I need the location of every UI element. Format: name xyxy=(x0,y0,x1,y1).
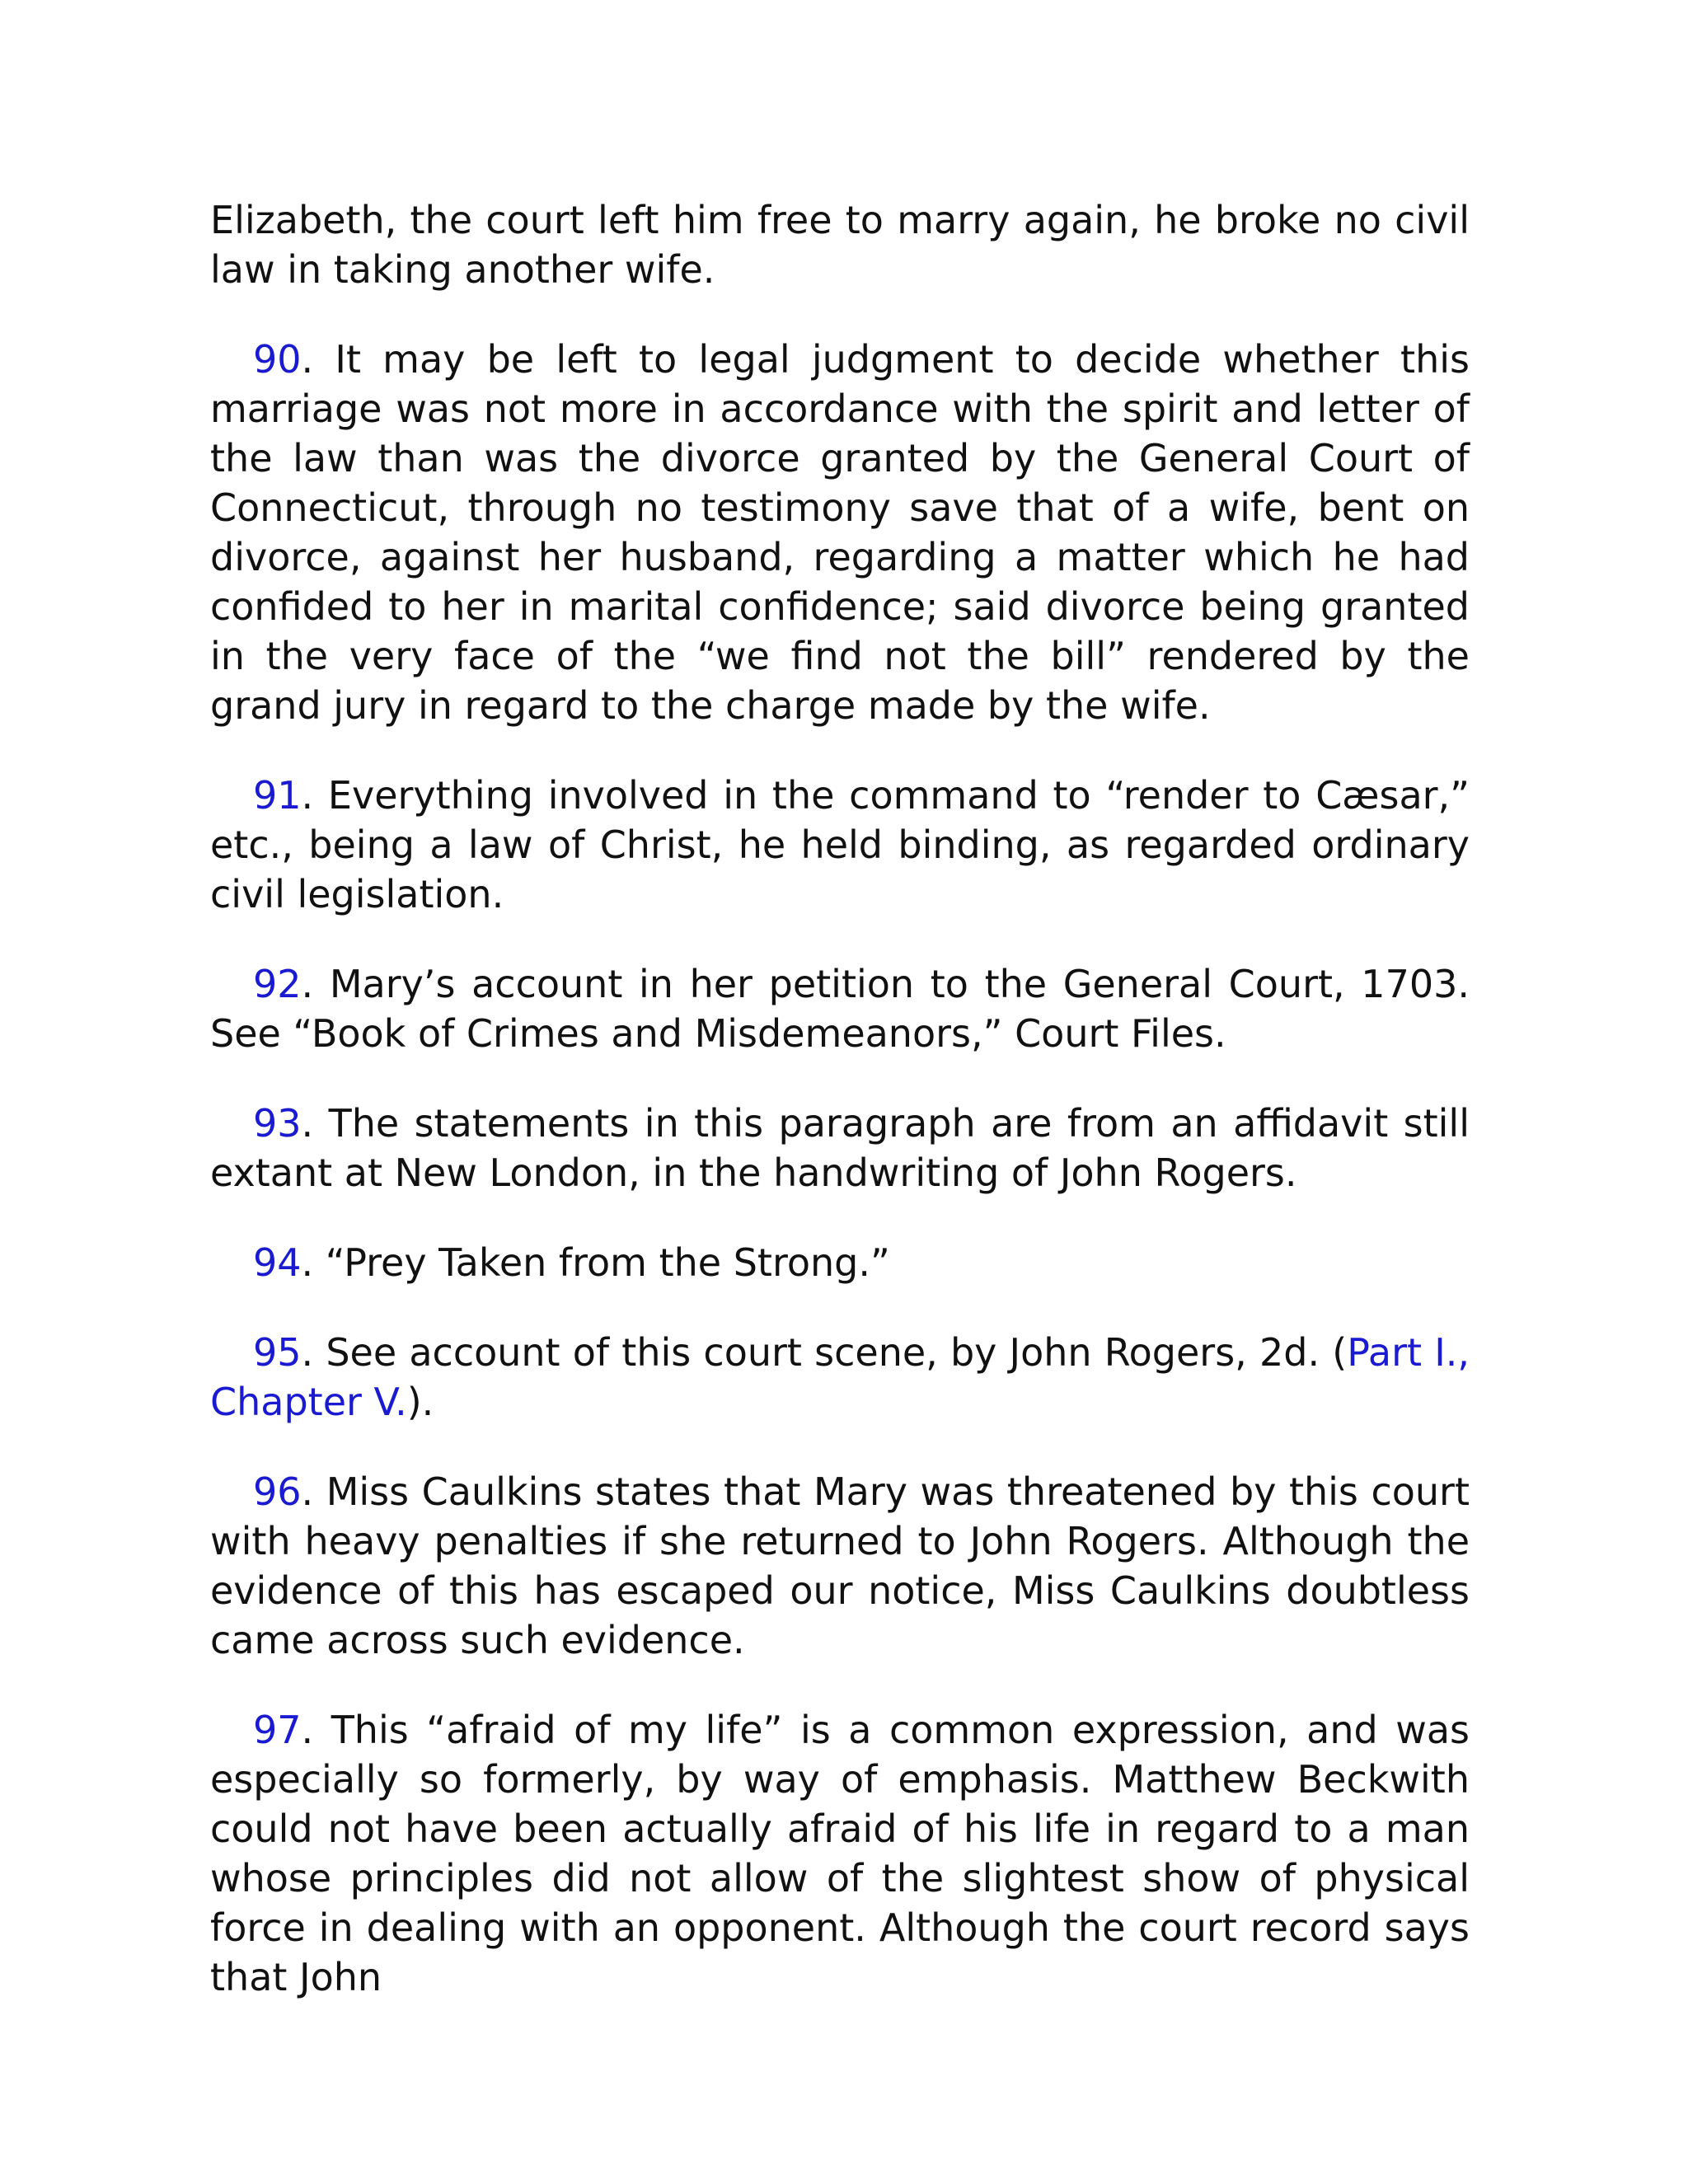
footnote-97-text: . This “afraid of my life” is a common expression, and was especially so formerly, by way of emphasis. Matthew Beckwith could not have been actually afraid of his life in regard to a man whose principles did not allow of the slightest show of physical force in dealing with an opponent. Although the court record says that John xyxy=(210,1708,1470,1999)
footnote-93 xyxy=(210,1099,1470,1197)
footnote-93-link[interactable]: 93 xyxy=(253,1101,302,1146)
footnote-95-text-before: . See account of this court scene, by John Rogers, 2d. ( xyxy=(301,1330,1348,1375)
intro-text: Elizabeth, the court left him free to marry again, he broke no civil law in taking another wife. xyxy=(210,198,1470,292)
part-one-chapter-five-link[interactable]: Part I., Chapter V. xyxy=(210,1330,1470,1424)
footnote-92-link[interactable]: 92 xyxy=(253,962,302,1006)
footnote-96 xyxy=(210,1467,1470,1665)
footnote-92 xyxy=(210,959,1470,1058)
footnote-92-text: . Mary’s account in her petition to the General Court, 1703. See “Book of Crimes and Misdemeanors,” Court Files. xyxy=(210,962,1470,1056)
footnote-94-link[interactable]: 94 xyxy=(253,1240,302,1285)
footnote-91-link[interactable]: 91 xyxy=(253,773,302,818)
footnote-91-text: . Everything involved in the command to “render to Cæsar,” etc., being a law of Christ, he held binding, as regarded ordinary civil legislation. xyxy=(210,773,1470,916)
footnote-95-link[interactable]: 95 xyxy=(253,1330,302,1375)
footnote-90-text: . It may be left to legal judgment to decide whether this marriage was not more in accordance with the spirit and letter of the law than was the divorce granted by the General Court of Connecticut, through no testimony save that of a wife, bent on divorce, against her husband, regarding a matter which he had confided to her in marital confidence; said divorce being granted in the very face of the “we find not the bill” rendered by the grand jury in regard to the charge made by the wife. xyxy=(210,337,1470,728)
footnote-97-link[interactable]: 97 xyxy=(253,1708,302,1752)
footnote-96-text: . Miss Caulkins states that Mary was threatened by this court with heavy penalties if she returned to John Rogers. Although the evidence of this has escaped our notice, Miss Caulkins doubtless came across such evidence. xyxy=(210,1469,1470,1662)
footnote-96-link[interactable]: 96 xyxy=(253,1469,302,1514)
document-page xyxy=(210,195,1470,2042)
footnote-93-text: . The statements in this paragraph are from an affidavit still extant at New London, in the handwriting of John Rogers. xyxy=(210,1101,1470,1195)
footnote-95 xyxy=(210,1328,1470,1427)
footnote-91 xyxy=(210,771,1470,919)
intro-paragraph xyxy=(210,195,1470,294)
footnote-97 xyxy=(210,1705,1470,2002)
footnote-95-text-after: ). xyxy=(406,1380,434,1424)
footnote-94-text: . “Prey Taken from the Strong.” xyxy=(301,1240,890,1285)
footnote-94 xyxy=(210,1238,1470,1287)
footnote-90 xyxy=(210,335,1470,730)
footnote-90-link[interactable]: 90 xyxy=(253,337,302,382)
